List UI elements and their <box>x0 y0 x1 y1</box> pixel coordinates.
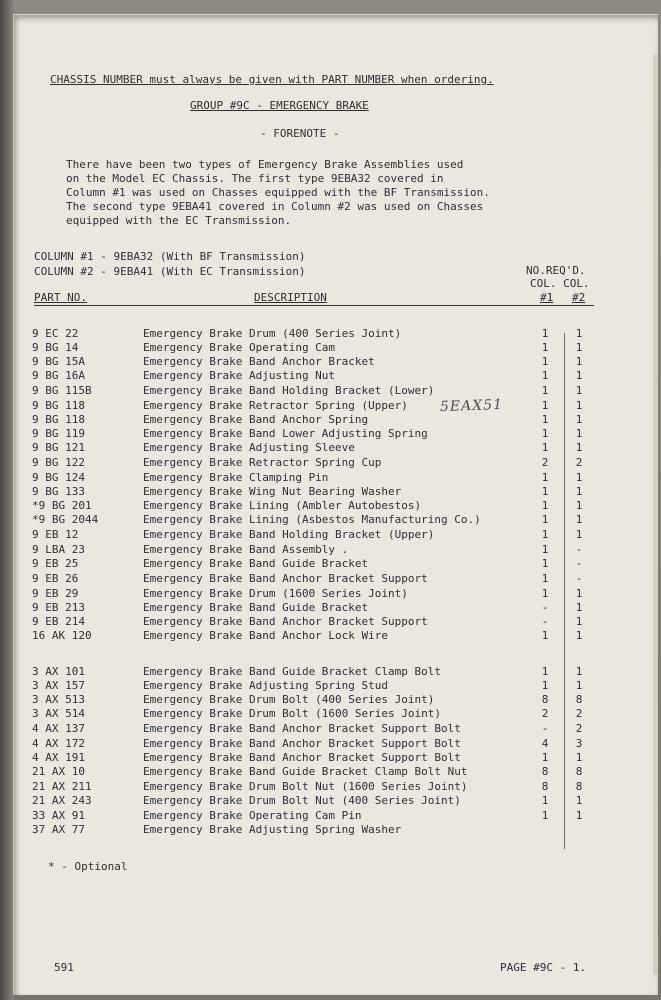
table-row <box>14 456 658 470</box>
part-description: Emergency Brake Band Anchor Bracket Support <box>143 615 428 628</box>
quantity-column-1: - <box>541 601 549 614</box>
handwritten-note: 5EAX51 <box>439 396 504 416</box>
quantity-column-1: 1 <box>541 587 549 600</box>
quantity-column-1: 8 <box>541 780 549 793</box>
part-number: 16 AK 120 <box>32 629 92 642</box>
quantity-column-1: - <box>541 615 549 628</box>
table-row <box>14 587 658 601</box>
table-row <box>14 765 658 779</box>
quantity-column-1: 1 <box>541 557 549 570</box>
quantity-column-1: 1 <box>541 794 549 807</box>
part-number: 9 EB 26 <box>32 572 79 585</box>
part-description: Emergency Brake Operating Cam <box>143 341 336 354</box>
quantity-column-1: 1 <box>541 572 549 585</box>
part-number: 4 AX 191 <box>32 751 85 764</box>
table-row <box>14 441 658 455</box>
quantity-column-2: 1 <box>575 629 583 642</box>
part-number: 9 BG 124 <box>32 471 85 484</box>
quantity-column-2: 1 <box>575 665 583 678</box>
part-number: 9 BG 121 <box>32 441 85 454</box>
part-number: 33 AX 91 <box>32 809 85 822</box>
quantity-column-2: 1 <box>575 587 583 600</box>
part-description: Emergency Brake Band Guide Bracket Clamp Bolt Nut <box>143 765 468 778</box>
part-description: Emergency Brake Retractor Spring (Upper) <box>143 399 408 412</box>
table-row <box>14 341 658 355</box>
part-number: 9 EB 29 <box>32 587 79 600</box>
part-description: Emergency Brake Band Anchor Bracket <box>143 355 375 368</box>
quantity-column-1: 1 <box>541 441 549 454</box>
part-description: Emergency Brake Retractor Spring Cup <box>143 456 382 469</box>
quantity-column-2: 1 <box>575 427 583 440</box>
table-row <box>14 794 658 808</box>
table-row <box>14 601 658 615</box>
chassis-number-notice: CHASSIS NUMBER must always be given with PART NUMBER when ordering. <box>50 73 494 86</box>
part-description: Emergency Brake Band Anchor Bracket Support <box>143 572 428 585</box>
part-description: Emergency Brake Drum Bolt (400 Series Joint) <box>143 693 435 706</box>
quantity-column-1: 2 <box>541 456 549 469</box>
quantity-column-2: 8 <box>575 765 583 778</box>
quantity-required-header: NO.REQ'D. <box>526 264 586 277</box>
quantity-column-1: 1 <box>541 528 549 541</box>
quantity-column-2: - <box>575 572 583 585</box>
table-row <box>14 737 658 751</box>
table-row <box>14 396 658 416</box>
quantity-column-1: 2 <box>541 707 549 720</box>
quantity-column-1: 1 <box>541 341 549 354</box>
quantity-column-2: 1 <box>575 441 583 454</box>
part-description: Emergency Brake Drum Bolt Nut (1600 Series Joint) <box>143 780 468 793</box>
quantity-column-2: 2 <box>575 456 583 469</box>
table-row <box>14 615 658 629</box>
column-1-header: #1 <box>540 291 554 304</box>
part-description: Emergency Brake Drum Bolt (1600 Series Joint) <box>143 707 442 720</box>
quantity-column-2: 1 <box>575 471 583 484</box>
forenote-line: equipped with the EC Transmission. <box>66 214 292 227</box>
table-row <box>14 485 658 499</box>
forenote-line: The second type 9EBA41 covered in Column #2 was used on Chasses <box>66 200 484 213</box>
part-description: Emergency Brake Band Assembly . <box>143 543 349 556</box>
part-description: Emergency Brake Adjusting Sleeve <box>143 441 355 454</box>
binder-edge <box>0 0 14 1000</box>
part-number: 9 EC 22 <box>32 327 79 340</box>
column-note-2: COLUMN #2 - 9EBA41 (With EC Transmission) <box>34 265 306 278</box>
forenote-line: Column #1 was used on Chasses equipped with the BF Transmission. <box>66 186 490 199</box>
part-number: 9 BG 122 <box>32 456 85 469</box>
quantity-column-2: - <box>575 557 583 570</box>
part-description: Emergency Brake Lining (Ambler Autobestos) <box>143 499 422 512</box>
table-row <box>14 543 658 557</box>
quantity-column-2: 1 <box>575 384 583 397</box>
part-description: Emergency Brake Band Anchor Bracket Support Bolt <box>143 737 461 750</box>
quantity-column-1: 1 <box>541 413 549 426</box>
quantity-column-2: 2 <box>575 722 583 735</box>
quantity-column-1: 1 <box>541 499 549 512</box>
header-rule <box>34 305 594 306</box>
part-description: Emergency Brake Adjusting Spring Stud <box>143 679 389 692</box>
part-number: *9 BG 201 <box>32 499 92 512</box>
table-row <box>14 499 658 513</box>
table-row <box>14 327 658 341</box>
table-row <box>14 823 658 837</box>
part-number: 21 AX 211 <box>32 780 92 793</box>
part-number: 9 EB 214 <box>32 615 85 628</box>
table-row <box>14 679 658 693</box>
part-number: 3 AX 157 <box>32 679 85 692</box>
part-number: 9 LBA 23 <box>32 543 85 556</box>
quantity-column-1: 8 <box>541 693 549 706</box>
part-number: 9 BG 14 <box>32 341 79 354</box>
table-row <box>14 384 658 398</box>
quantity-column-1: 1 <box>541 384 549 397</box>
quantity-column-1: 1 <box>541 751 549 764</box>
quantity-column-2: 1 <box>575 615 583 628</box>
part-number: 4 AX 172 <box>32 737 85 750</box>
table-row <box>14 665 658 679</box>
quantity-column-2: 1 <box>575 499 583 512</box>
part-description: Emergency Brake Drum Bolt Nut (400 Series Joint) <box>143 794 461 807</box>
quantity-column-2: 2 <box>575 707 583 720</box>
quantity-column-1: 1 <box>541 809 549 822</box>
part-number: 9 BG 16A <box>32 369 85 382</box>
table-row <box>14 369 658 383</box>
table-row <box>14 355 658 369</box>
quantity-column-2: 1 <box>575 528 583 541</box>
quantity-column-2: 1 <box>575 601 583 614</box>
part-description: Emergency Brake Band Anchor Spring <box>143 413 369 426</box>
table-row <box>14 751 658 765</box>
table-row <box>14 413 658 427</box>
part-description: Emergency Brake Band Guide Bracket Clamp Bolt <box>143 665 442 678</box>
part-description: Emergency Brake Operating Cam Pin <box>143 809 362 822</box>
quantity-column-1: 1 <box>541 427 549 440</box>
quantity-column-2: 1 <box>575 369 583 382</box>
part-number: 3 AX 513 <box>32 693 85 706</box>
part-description: Emergency Brake Band Guide Bracket <box>143 601 369 614</box>
table-row <box>14 471 658 485</box>
part-number: 3 AX 101 <box>32 665 85 678</box>
quantity-column-1: 1 <box>541 679 549 692</box>
table-row <box>14 780 658 794</box>
part-description: Emergency Brake Drum (400 Series Joint) <box>143 327 402 340</box>
quantity-column-1: 1 <box>541 543 549 556</box>
part-number: 9 BG 119 <box>32 427 85 440</box>
part-description: Emergency Brake Adjusting Spring Washer <box>143 823 402 836</box>
quantity-column-2: 1 <box>575 355 583 368</box>
part-description: Emergency Brake Clamping Pin <box>143 471 329 484</box>
table-row <box>14 572 658 586</box>
part-number: 9 BG 115B <box>32 384 92 397</box>
quantity-column-2: 1 <box>575 513 583 526</box>
quantity-column-1: 1 <box>541 399 549 412</box>
quantity-column-1: 1 <box>541 327 549 340</box>
part-description: Emergency Brake Band Holding Bracket (Upper) <box>143 528 435 541</box>
part-description: Emergency Brake Adjusting Nut <box>143 369 336 382</box>
part-description: Emergency Brake Band Anchor Lock Wire <box>143 629 389 642</box>
forenote-title: - FORENOTE - <box>260 127 340 140</box>
page-number-left: 591 <box>54 961 74 974</box>
table-row <box>14 693 658 707</box>
table-row <box>14 513 658 527</box>
part-number: 9 EB 12 <box>32 528 79 541</box>
quantity-column-1: - <box>541 722 549 735</box>
description-header: DESCRIPTION <box>254 291 327 304</box>
forenote-line: on the Model EC Chassis. The first type 9EBA32 covered in <box>66 172 444 185</box>
part-description: Emergency Brake Band Lower Adjusting Spring <box>143 427 428 440</box>
quantity-column-2: 1 <box>575 399 583 412</box>
part-description: Emergency Brake Band Anchor Bracket Support Bolt <box>143 722 461 735</box>
quantity-column-1: 1 <box>541 485 549 498</box>
quantity-column-2: 3 <box>575 737 583 750</box>
quantity-column-1: 1 <box>541 369 549 382</box>
part-description: Emergency Brake Wing Nut Bearing Washer <box>143 485 402 498</box>
part-description: Emergency Brake Band Guide Bracket <box>143 557 369 570</box>
parts-catalog-page <box>13 14 658 995</box>
quantity-column-2: 8 <box>575 780 583 793</box>
part-number: 9 BG 118 <box>32 399 85 412</box>
quantity-column-1: 1 <box>541 471 549 484</box>
quantity-column-1: 1 <box>541 355 549 368</box>
part-description: Emergency Brake Lining (Asbestos Manufacturing Co.) <box>143 513 481 526</box>
table-row <box>14 809 658 823</box>
column-header-col-col: COL. COL. <box>530 277 590 290</box>
quantity-column-2: 1 <box>575 809 583 822</box>
column-note-1: COLUMN #1 - 9EBA32 (With BF Transmission) <box>34 250 306 263</box>
part-number: 4 AX 137 <box>32 722 85 735</box>
part-number: 37 AX 77 <box>32 823 85 836</box>
quantity-column-1: 8 <box>541 765 549 778</box>
table-row <box>14 528 658 542</box>
part-number: 21 AX 10 <box>32 765 85 778</box>
part-number: 9 BG 133 <box>32 485 85 498</box>
quantity-column-2: 1 <box>575 751 583 764</box>
table-row <box>14 722 658 736</box>
part-number: 21 AX 243 <box>32 794 92 807</box>
table-row <box>14 629 658 643</box>
part-number: 9 EB 25 <box>32 557 79 570</box>
quantity-column-1: 1 <box>541 665 549 678</box>
table-row <box>14 707 658 721</box>
part-number: *9 BG 2044 <box>32 513 99 526</box>
forenote-line: There have been two types of Emergency Brake Assemblies used <box>66 158 464 171</box>
page-number-right: PAGE #9C - 1. <box>500 961 587 974</box>
quantity-column-2: 1 <box>575 341 583 354</box>
part-number: 3 AX 514 <box>32 707 85 720</box>
table-row <box>14 557 658 571</box>
quantity-column-1: 4 <box>541 737 549 750</box>
group-title: GROUP #9C - EMERGENCY BRAKE <box>190 99 369 112</box>
quantity-column-2: 1 <box>575 794 583 807</box>
quantity-column-2: 1 <box>575 679 583 692</box>
quantity-column-2: - <box>575 543 583 556</box>
quantity-column-2: 1 <box>575 485 583 498</box>
column-2-header: #2 <box>572 291 586 304</box>
part-description: Emergency Brake Band Anchor Bracket Support Bolt <box>143 751 461 764</box>
quantity-column-1: 1 <box>541 629 549 642</box>
quantity-column-2: 1 <box>575 413 583 426</box>
optional-footnote: * - Optional <box>48 860 128 873</box>
part-description: Emergency Brake Band Holding Bracket (Lower) <box>143 384 435 397</box>
part-number-header: PART NO. <box>34 291 87 304</box>
part-number: 9 BG 15A <box>32 355 85 368</box>
part-description: Emergency Brake Drum (1600 Series Joint) <box>143 587 408 600</box>
part-number: 9 BG 118 <box>32 413 85 426</box>
quantity-column-1: 1 <box>541 513 549 526</box>
quantity-column-2: 8 <box>575 693 583 706</box>
table-row <box>14 427 658 441</box>
quantity-column-2: 1 <box>575 327 583 340</box>
part-number: 9 EB 213 <box>32 601 85 614</box>
forenote-paragraph <box>66 158 556 228</box>
